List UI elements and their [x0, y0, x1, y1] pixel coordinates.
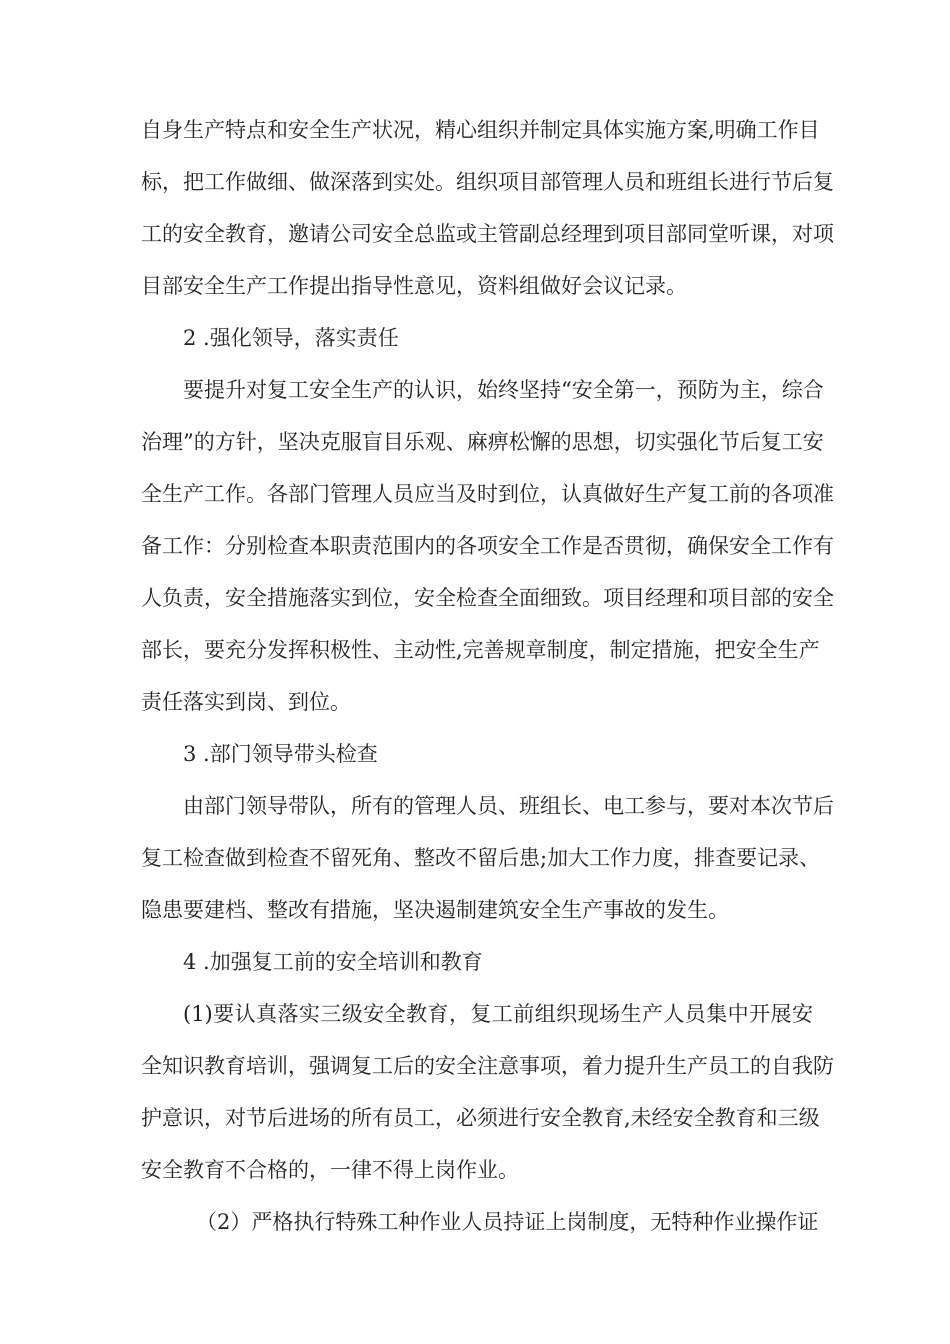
- paragraph-line: 目部安全生产工作提出指导性意见，资料组做好会议记录。: [141, 274, 687, 298]
- paragraph-line: 工的安全教育，邀请公司安全总监或主管副总经理到项目部同堂听课，对项: [141, 222, 834, 246]
- paragraph-line: 标，把工作做细、做深落到实处。组织项目部管理人员和班组长进行节后复: [141, 170, 834, 194]
- paragraph-line: 部长，要充分发挥积极性、主动性,完善规章制度，制定措施，把安全生产: [141, 638, 820, 662]
- paragraph-line: 由部门领导带队，所有的管理人员、班组长、电工参与，要对本次节后: [183, 794, 834, 818]
- section-heading-2: 2 .强化领导，落实责任: [183, 326, 399, 350]
- paragraph-line: 全知识教育培训，强调复工后的安全注意事项，着力提升生产员工的自我防: [141, 1054, 834, 1078]
- paragraph-line: 治理”的方针，坚决克服盲目乐观、麻痹松懈的思想，切实强化节后复工安: [141, 430, 824, 454]
- section-heading-3: 3 .部门领导带头检查: [183, 742, 378, 766]
- paragraph-line: 备工作：分别检查本职责范围内的各项安全工作是否贯彻，确保安全工作有: [141, 534, 834, 558]
- paragraph-line: 人负责，安全措施落实到位，安全检查全面细致。项目经理和项目部的安全: [141, 586, 834, 610]
- section-heading-4: 4 .加强复工前的安全培训和教育: [183, 950, 483, 974]
- paragraph-line: (1)要认真落实三级安全教育，复工前组织现场生产人员集中开展安: [183, 1002, 813, 1026]
- paragraph-line: 复工检查做到检查不留死角、整改不留后患;加大工作力度，排查要记录、: [141, 846, 821, 870]
- paragraph-line: 隐患要建档、整改有措施，坚决遏制建筑安全生产事故的发生。: [141, 898, 729, 922]
- paragraph-line: 护意识，对节后进场的所有员工，必须进行安全教育,未经安全教育和三级: [141, 1106, 820, 1130]
- paragraph-line: 自身生产特点和安全生产状况，精心组织并制定具体实施方案,明确工作目: [141, 118, 820, 142]
- paragraph-line: （2）严格执行特殊工种作业人员持证上岗制度，无特种作业操作证: [196, 1210, 819, 1234]
- paragraph-line: 全生产工作。各部门管理人员应当及时到位，认真做好生产复工前的各项准: [141, 482, 834, 506]
- paragraph-line: 要提升对复工安全生产的认识，始终坚持“安全第一，预防为主，综合: [183, 378, 824, 402]
- paragraph-line: 安全教育不合格的，一律不得上岗作业。: [141, 1158, 519, 1182]
- paragraph-line: 责任落实到岗、到位。: [141, 690, 351, 714]
